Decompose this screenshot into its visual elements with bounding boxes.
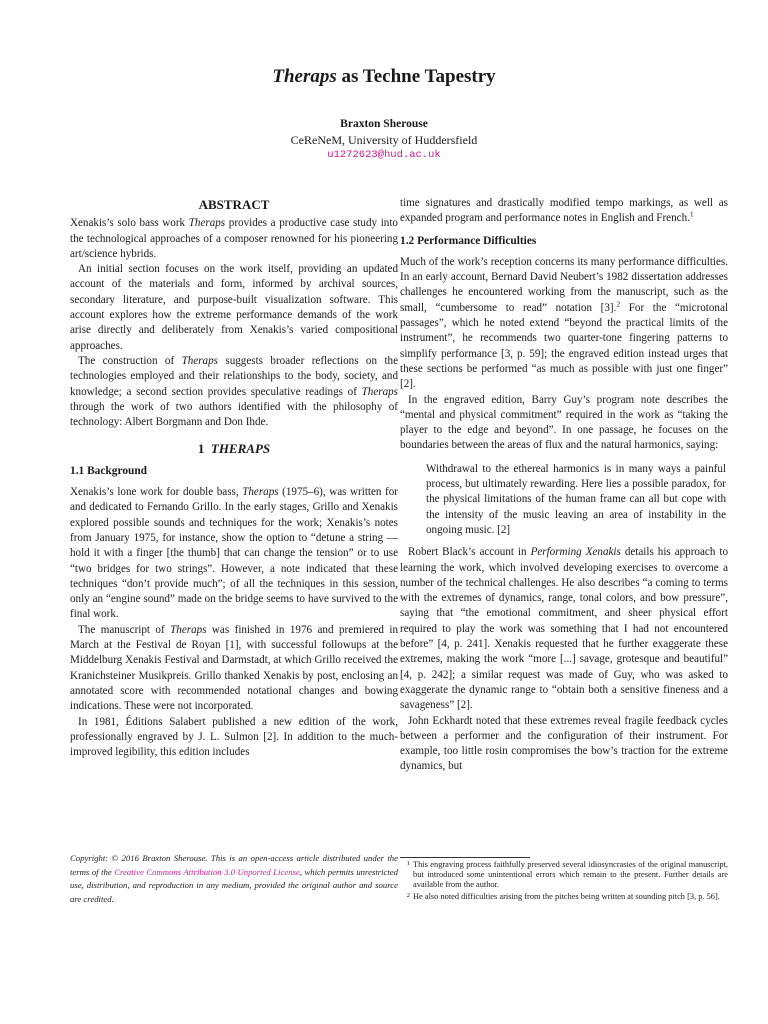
footnote	[400, 892, 728, 902]
body-paragraph: In the engraved edition, Barry Guy’s program note describes the “mental and physical commitment” required in the work as “taking the player to the edge and beyond”. In one passage, he focuses on the boundaries between the areas of flux and the natural harmonics, saying:	[400, 393, 728, 452]
left-column	[70, 196, 398, 760]
block-quote: Withdrawal to the ethereal harmonics is in many ways a painful process, but ultimately rewarding. Here lies a possible paradox, for the physical limitations of the human frame can all but cope with the intensity of the music leaving an area of instability in the ongoing music. [2]	[426, 462, 726, 536]
footnote-rule	[400, 857, 530, 858]
footnote	[400, 860, 728, 891]
subsection-heading: 1.1 Background	[70, 464, 148, 477]
body-paragraph: Xenakis’s lone work for double bass, Theraps (1975–6), was written for and dedicated to Fernando Grillo. In the early stages, Grillo and Xenakis explored possible sounds and techniques for the work; Xenakis’s notes from January 1975, for instance, show the option to “detune a string — hold it with a finger [the thumb] that can change the tension” or to use “two bridges for two strings”. However, a note indicated that these techniques “don’t provide much”; of all the techniques in this session, only an “engine sound” made on the bridge seems to have survived to the final work.	[70, 486, 398, 621]
license-link[interactable]: Creative Commons Attribution 3.0 Unported License	[114, 866, 300, 877]
abstract-paragraph: Xenakis’s solo bass work Theraps provides a productive case study into the technological approaches of a composer renowned for his pioneering art/science hybrids.	[70, 217, 398, 260]
body-paragraph: Robert Black’s account in Performing Xenakis details his approach to learning the work, which involved developing exercises to overcome a number of the technical challenges. He also describes “a coming to terms with the extremes of dynamics, range, tonal colors, and bow pressure”, saying that “the emotional commitment, and sheer physical effort required to play the work was something that I had not encountered before” [4, p. 241]. Xenakis requested that he further exaggerate these extremes, making the work “more [...] savage, grotesque and beautiful” [4, p. 242]; a similar request was made of Guy, who was asked to exaggerate the dynamic range to “obtain both a sensitive fineness and a savageness” [2].	[400, 546, 728, 712]
copyright-notice: Copyright: © 2016 Braxton Sherouse. This is an open-access article distributed under the terms of the Creative Commons Attribution 3.0 Unported License, which permits unrestricted use, distribution, and reproduction in any medium, provided the original author and source are credited.	[70, 853, 398, 904]
footnote-number: 2	[406, 891, 410, 899]
body-paragraph: time signatures and drastically modified tempo markings, as well as expanded program and performance notes in English and French.$^1$	[400, 197, 728, 225]
footnote-text: This engraving process faithfully preserved several idiosyncrasies of the original manuscript, but introduced some unintentional errors which remain to the present. Further details are available from the author.	[413, 860, 728, 890]
author-name: Braxton Sherouse	[340, 118, 428, 130]
body-paragraph: Much of the work’s reception concerns its many performance difficulties. In an early account, Bernard David Neubert’s 1982 dissertation addresses challenges he encountered working from the manuscript, such as the small, “cumbersome to read” notation [3].$^2$ For the “microtonal passages”, which he noted extend “beyond the practical limits of the instrument”, he recommends two quarter-tone fingering patterns to simplify performance [3, p. 59]; the engraved edition instead urges that these sections be performed “as much as possible with just one finger” [2].	[400, 255, 728, 391]
abstract-heading: ABSTRACT	[198, 197, 270, 212]
footnote-ref[interactable]: 2	[616, 299, 621, 309]
footnotes	[400, 860, 728, 903]
author-email[interactable]: u1272623@hud.ac.uk	[327, 149, 441, 161]
body-paragraph: The manuscript of Theraps was finished in 1976 and premiered in March at the Festival de Royan [1], with successful followups at the Middelburg Xenakis Festival and Darmstadt, at which Grillo received the Kranichsteiner Musikpreis. Grillo thanked Xenakis by post, enclosing an annotated score with recommended notational changes and bowing indications. These were not incorporated.	[70, 623, 398, 713]
body-paragraph: John Eckhardt noted that these extremes reveal fragile feedback cycles between a performer and the configuration of their instrument. For example, too little rosin compromises the bow’s traction for the extreme dynamics, but	[400, 714, 728, 773]
footnote-ref[interactable]: 1	[689, 209, 694, 219]
subsection-heading: 1.2 Performance Difficulties	[400, 234, 537, 247]
footnote-number: 1	[406, 860, 410, 867]
body-paragraph: In 1981, Éditions Salabert published a new edition of the work, professionally engraved by J. L. Sulmon [2]. In addition to the much-improved legibility, this edition includes	[70, 715, 398, 759]
right-column	[400, 196, 728, 775]
abstract-paragraph: An initial section focuses on the work itself, providing an updated account of the materials and form, informed by archival sources, secondary literature, and purpose-built visualization software. This account explores how the extreme performance demands of the work arise directly and deliberately from Xenakis’s varied compositional approaches.	[70, 263, 398, 352]
section-heading: 1 THERAPS	[197, 441, 271, 457]
paper-title: Theraps as Techne Tapestry	[272, 66, 496, 87]
footnote-text: He also noted difficulties arising from the pitches being written at sounding pitch [3, p. 56].	[413, 891, 720, 901]
abstract-paragraph: The construction of Theraps suggests broader reflections on the technologies employed and their relationships to the body, society, and knowledge; a second section provides speculative readings of Theraps through the work of two authors identified with the philosophy of technology: Albert Borgmann and Don Ihde.	[70, 354, 398, 429]
author-affiliation: CeReNeM, University of Huddersfield	[290, 133, 478, 147]
